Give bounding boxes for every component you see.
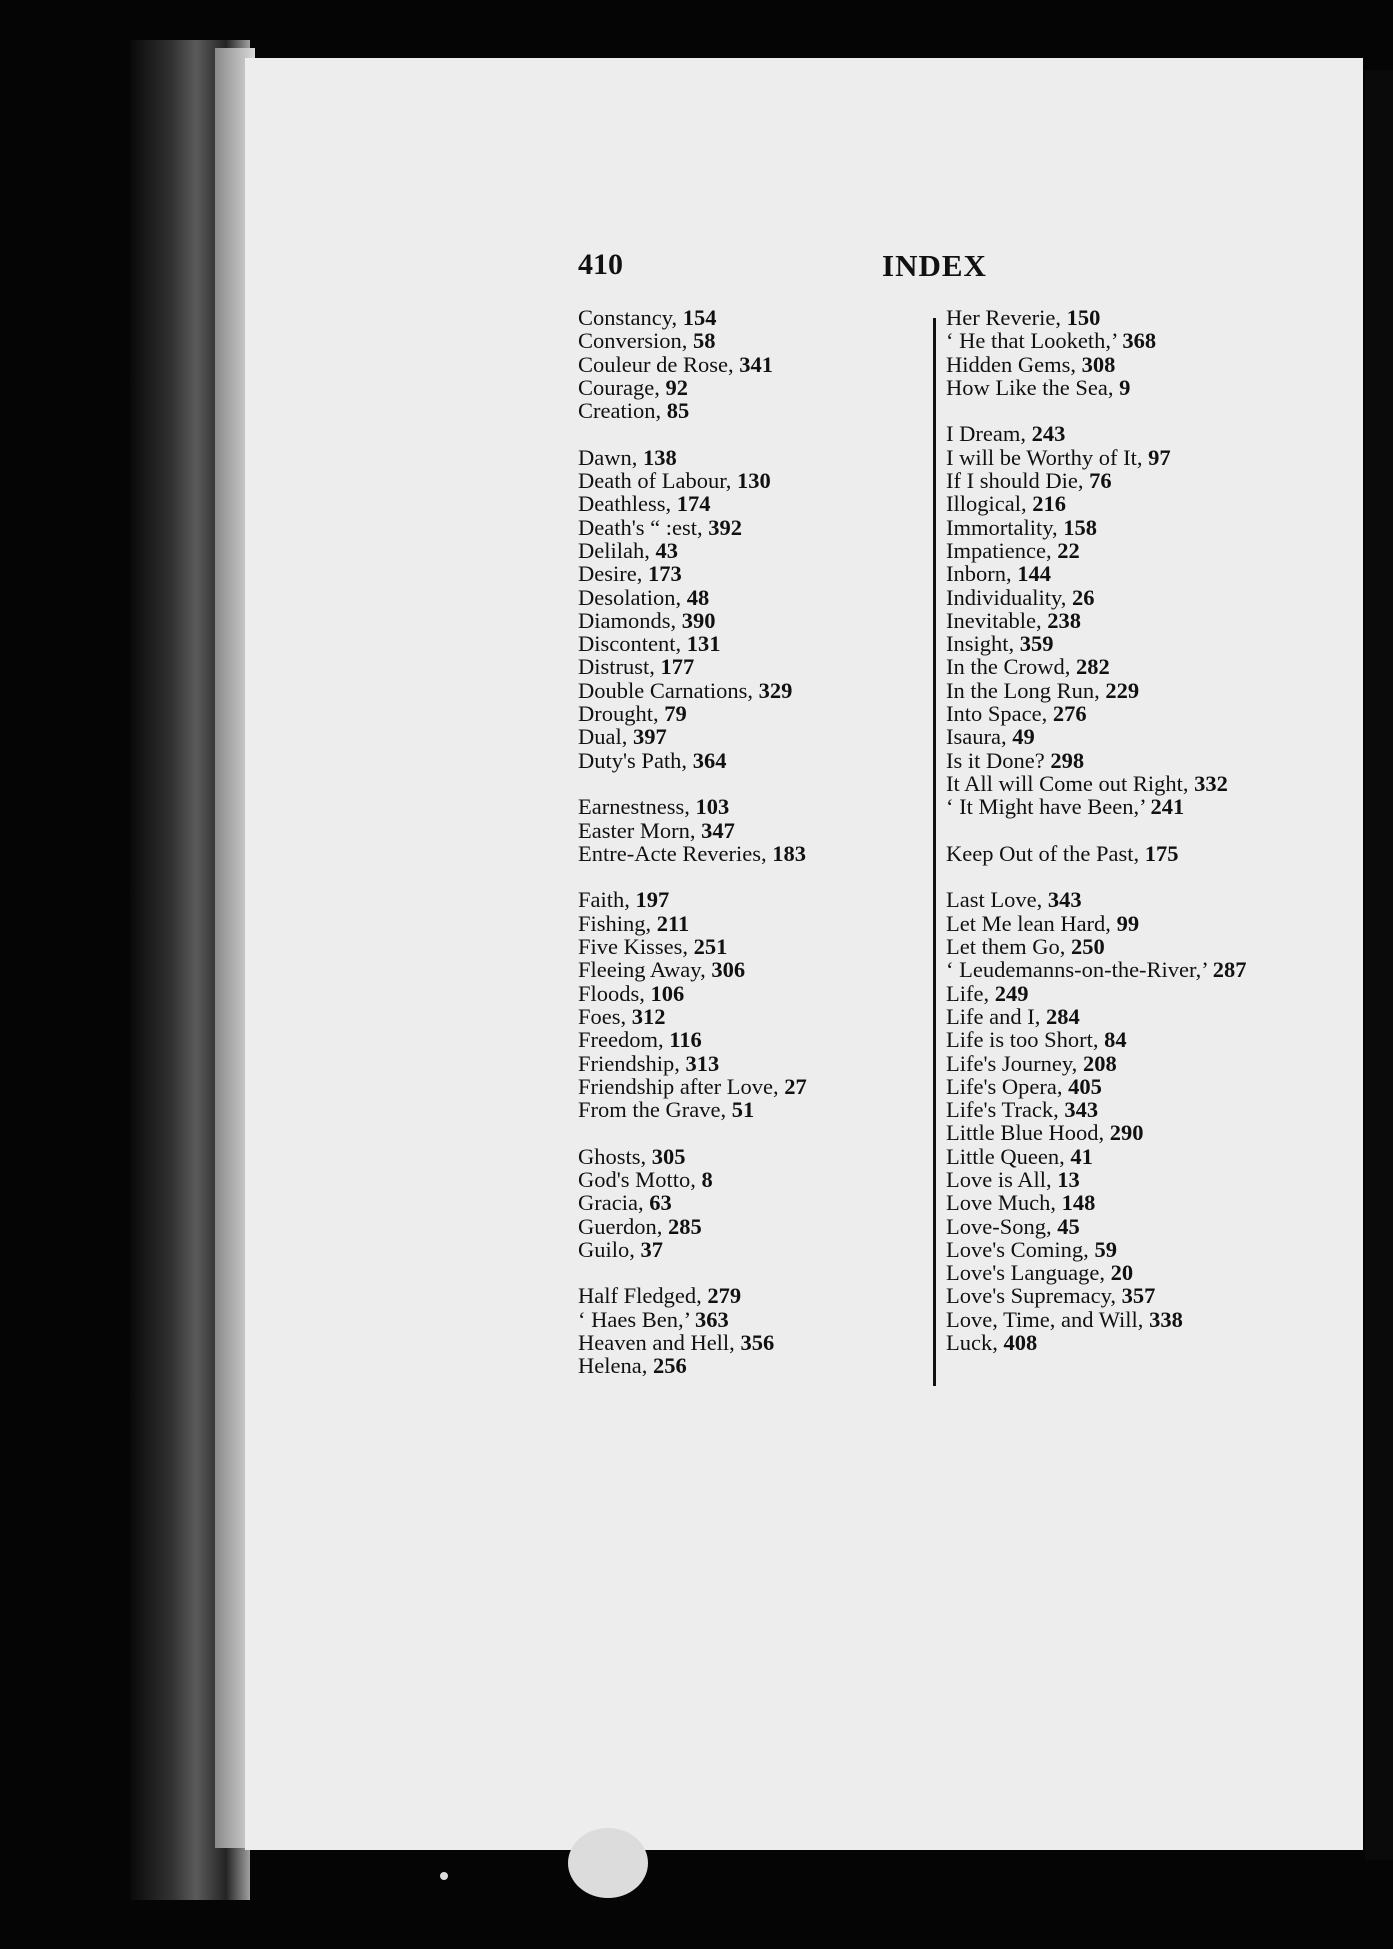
entry-title: Immortality, [946, 514, 1058, 540]
entry-title: Let Me lean Hard, [946, 910, 1111, 936]
index-entry [946, 1145, 1366, 1168]
entry-title: It All will Come out Right, [946, 770, 1189, 796]
index-entry [946, 702, 1366, 725]
facing-page-shadow [1365, 70, 1393, 1860]
entry-title: Guilo, [578, 1236, 635, 1262]
entry-title: Constancy, [578, 305, 678, 330]
index-entry [578, 679, 908, 702]
entry-title: Fleeing Away, [578, 957, 706, 983]
index-entry [946, 376, 1366, 399]
entry-page-number: 306 [711, 957, 746, 983]
entry-title: Keep Out of the Past, [946, 840, 1140, 866]
index-entry [578, 1215, 908, 1238]
index-entry [578, 1075, 908, 1098]
index-entry [946, 1168, 1366, 1191]
index-entry [946, 539, 1366, 562]
entry-title: Inborn, [946, 561, 1012, 587]
entry-title: Earnestness, [578, 794, 690, 820]
entry-title: Delilah, [578, 537, 650, 563]
index-entry [946, 1075, 1366, 1098]
entry-page-number: 312 [631, 1003, 666, 1029]
entry-page-number: 229 [1105, 677, 1140, 703]
entry-title: Life's Opera, [946, 1073, 1063, 1099]
entry-page-number: 154 [682, 305, 717, 330]
index-entry [578, 888, 908, 911]
group-gap [946, 865, 1366, 888]
index-entry [578, 609, 908, 632]
index-entry [578, 1028, 908, 1051]
entry-page-number: 48 [686, 584, 710, 610]
index-column-right [946, 306, 1366, 1354]
index-entry [578, 632, 908, 655]
page-blemish [568, 1828, 648, 1898]
index-entry [946, 1005, 1366, 1028]
index-entry [578, 982, 908, 1005]
page-title: INDEX [882, 248, 987, 283]
entry-page-number: 22 [1057, 537, 1080, 563]
index-entry [946, 632, 1366, 655]
entry-title: Little Blue Hood, [946, 1120, 1105, 1146]
entry-title: Impatience, [946, 537, 1052, 563]
entry-page-number: 329 [758, 677, 793, 703]
index-entry [578, 516, 908, 539]
entry-page-number: 408 [1003, 1330, 1038, 1356]
index-entry [946, 1261, 1366, 1284]
entry-page-number: 138 [642, 444, 677, 470]
entry-title: Death's “ :est, [578, 514, 703, 540]
index-entry [946, 1308, 1366, 1331]
entry-title: ‘ Haes Ben,’ [578, 1306, 690, 1332]
entry-page-number: 347 [701, 817, 735, 843]
entry-title: Friendship after Love, [578, 1073, 779, 1099]
entry-title: In the Long Run, [946, 677, 1100, 703]
entry-page-number: 9 [1119, 374, 1131, 400]
entry-page-number: 41 [1070, 1143, 1093, 1169]
entry-page-number: 59 [1094, 1236, 1117, 1262]
entry-title: ‘ Leudemanns-on-the-River,’ [946, 957, 1208, 983]
index-entry [946, 1284, 1366, 1307]
entry-title: Dual, [578, 724, 628, 750]
index-entry [578, 1284, 908, 1307]
index-entry [578, 1354, 908, 1377]
index-entry [946, 329, 1366, 352]
index-entry [946, 655, 1366, 678]
column-divider [933, 318, 936, 1386]
entry-page-number: 174 [676, 491, 711, 517]
entry-title: Dawn, [578, 444, 638, 470]
entry-title: Floods, [578, 980, 645, 1006]
entry-title: Friendship, [578, 1050, 680, 1076]
entry-page-number: 392 [708, 514, 743, 540]
entry-title: Duty's Path, [578, 747, 688, 773]
entry-page-number: 197 [635, 887, 670, 913]
index-entry [946, 609, 1366, 632]
entry-page-number: 8 [701, 1166, 713, 1192]
entry-title: Love's Supremacy, [946, 1283, 1117, 1309]
entry-title: Life's Journey, [946, 1050, 1078, 1076]
entry-title: Drought, [578, 701, 659, 727]
entry-title: Freedom, [578, 1027, 664, 1053]
entry-page-number: 158 [1063, 514, 1098, 540]
entry-title: Into Space, [946, 701, 1048, 727]
index-entry [578, 912, 908, 935]
entry-title: Five Kisses, [578, 934, 689, 960]
index-entry [946, 679, 1366, 702]
entry-page-number: 305 [651, 1143, 686, 1169]
index-column-left [578, 306, 908, 1378]
index-entry [578, 725, 908, 748]
index-entry [578, 1005, 908, 1028]
index-entry [946, 492, 1366, 515]
entry-page-number: 175 [1144, 840, 1179, 866]
entry-page-number: 251 [693, 934, 728, 960]
index-entry [578, 749, 908, 772]
index-entry [946, 912, 1366, 935]
entry-title: Individuality, [946, 584, 1067, 610]
entry-page-number: 238 [1047, 607, 1081, 633]
entry-title: Insight, [946, 631, 1015, 657]
entry-title: Let them Go, [946, 934, 1066, 960]
index-entry [946, 1028, 1366, 1051]
index-entry [578, 795, 908, 818]
entry-page-number: 256 [652, 1353, 687, 1379]
entry-title: Love Much, [946, 1190, 1056, 1216]
entry-title: Last Love, [946, 887, 1043, 913]
entry-page-number: 92 [665, 374, 688, 400]
index-entry [578, 1052, 908, 1075]
index-entry [578, 329, 908, 352]
entry-title: How Like the Sea, [946, 374, 1114, 400]
entry-title: Courage, [578, 374, 660, 400]
entry-title: Helena, [578, 1353, 648, 1379]
entry-title: Love's Language, [946, 1260, 1105, 1286]
index-entry [578, 446, 908, 469]
index-entry [946, 562, 1366, 585]
index-entry [578, 1331, 908, 1354]
entry-page-number: 357 [1121, 1283, 1156, 1309]
index-entry [946, 1098, 1366, 1121]
index-entry [578, 1145, 908, 1168]
index-entry [946, 1215, 1366, 1238]
entry-page-number: 173 [647, 561, 682, 587]
index-entry [946, 772, 1366, 795]
index-entry [946, 516, 1366, 539]
entry-page-number: 103 [695, 794, 730, 820]
entry-title: Distrust, [578, 654, 655, 680]
entry-page-number: 49 [1012, 724, 1035, 750]
index-entry [946, 469, 1366, 492]
entry-page-number: 183 [772, 840, 807, 866]
entry-title: Little Queen, [946, 1143, 1065, 1169]
index-entry [578, 1191, 908, 1214]
group-gap [578, 772, 908, 795]
index-entry [578, 353, 908, 376]
entry-page-number: 131 [686, 631, 721, 657]
entry-title: Guerdon, [578, 1213, 663, 1239]
entry-page-number: 208 [1082, 1050, 1117, 1076]
entry-title: Desolation, [578, 584, 682, 610]
entry-page-number: 390 [681, 607, 716, 633]
index-entry [578, 492, 908, 515]
entry-page-number: 148 [1061, 1190, 1096, 1216]
index-entry [578, 935, 908, 958]
index-entry [946, 1331, 1366, 1354]
entry-page-number: 356 [740, 1330, 775, 1356]
entry-page-number: 341 [739, 351, 773, 377]
entry-title: Isaura, [946, 724, 1007, 750]
entry-title: Heaven and Hell, [578, 1330, 735, 1356]
entry-page-number: 363 [695, 1306, 729, 1332]
group-gap [578, 1261, 908, 1284]
entry-title: I will be Worthy of It, [946, 444, 1143, 470]
entry-title: Inevitable, [946, 607, 1042, 633]
entry-page-number: 313 [685, 1050, 720, 1076]
index-entry [946, 749, 1366, 772]
entry-title: Creation, [578, 398, 662, 424]
entry-page-number: 27 [784, 1073, 807, 1099]
page-header [0, 248, 1393, 288]
entry-page-number: 51 [731, 1097, 755, 1123]
entry-title: Luck, [946, 1330, 998, 1356]
entry-page-number: 308 [1081, 351, 1116, 377]
entry-page-number: 243 [1031, 421, 1066, 447]
index-entry [578, 306, 908, 329]
index-entry [946, 842, 1366, 865]
entry-page-number: 144 [1017, 561, 1051, 587]
entry-page-number: 279 [707, 1283, 742, 1309]
entry-page-number: 250 [1070, 934, 1105, 960]
entry-page-number: 285 [667, 1213, 702, 1239]
entry-title: Life is too Short, [946, 1027, 1099, 1053]
entry-title: ‘ It Might have Been,’ [946, 794, 1145, 820]
entry-title: Life and I, [946, 1003, 1041, 1029]
index-entry [946, 935, 1366, 958]
entry-page-number: 276 [1052, 701, 1087, 727]
entry-title: Life's Track, [946, 1097, 1059, 1123]
entry-page-number: 76 [1089, 468, 1112, 494]
entry-title: If I should Die, [946, 468, 1084, 494]
index-entry [578, 1238, 908, 1261]
entry-page-number: 249 [994, 980, 1029, 1006]
entry-title: Her Reverie, [946, 305, 1061, 330]
entry-title: Foes, [578, 1003, 627, 1029]
entry-page-number: 241 [1150, 794, 1185, 820]
entry-page-number: 43 [655, 537, 678, 563]
entry-page-number: 397 [633, 724, 667, 750]
entry-title: ‘ He that Looketh,’ [946, 328, 1117, 354]
index-entry [946, 446, 1366, 469]
index-entry [946, 725, 1366, 748]
entry-title: Hidden Gems, [946, 351, 1076, 377]
entry-title: Conversion, [578, 328, 688, 354]
index-entry [946, 586, 1366, 609]
page-blemish [440, 1872, 448, 1880]
index-entry [578, 1168, 908, 1191]
entry-page-number: 63 [649, 1190, 672, 1216]
entry-page-number: 287 [1212, 957, 1247, 983]
index-entry [946, 1121, 1366, 1144]
index-entry [578, 539, 908, 562]
entry-page-number: 343 [1047, 887, 1082, 913]
entry-page-number: 177 [660, 654, 695, 680]
entry-page-number: 13 [1057, 1166, 1080, 1192]
entry-page-number: 99 [1116, 910, 1140, 936]
entry-title: Illogical, [946, 491, 1027, 517]
group-gap [946, 399, 1366, 422]
entry-title: Double Carnations, [578, 677, 753, 703]
entry-page-number: 343 [1064, 1097, 1099, 1123]
index-entry [946, 1238, 1366, 1261]
entry-page-number: 26 [1072, 584, 1095, 610]
entry-title: Is it Done? [946, 747, 1045, 773]
entry-title: Love-Song, [946, 1213, 1052, 1239]
entry-page-number: 405 [1068, 1073, 1102, 1099]
index-entry [946, 958, 1366, 981]
index-entry [578, 586, 908, 609]
index-entry [578, 1098, 908, 1121]
entry-title: Diamonds, [578, 607, 677, 633]
entry-title: Discontent, [578, 631, 682, 657]
group-gap [578, 865, 908, 888]
index-entry [578, 562, 908, 585]
entry-page-number: 45 [1057, 1213, 1080, 1239]
entry-title: Couleur de Rose, [578, 351, 734, 377]
index-entry [946, 422, 1366, 445]
index-entry [946, 306, 1366, 329]
group-gap [946, 819, 1366, 842]
entry-page-number: 359 [1019, 631, 1054, 657]
entry-title: Entre-Acte Reveries, [578, 840, 767, 866]
index-entry [578, 1308, 908, 1331]
entry-page-number: 130 [737, 468, 771, 494]
entry-title: God's Motto, [578, 1166, 696, 1192]
entry-page-number: 211 [656, 910, 690, 936]
entry-title: Love, Time, and Will, [946, 1306, 1144, 1332]
index-entry [578, 958, 908, 981]
entry-title: Half Fledged, [578, 1283, 702, 1309]
entry-page-number: 368 [1122, 328, 1157, 354]
entry-title: Gracia, [578, 1190, 644, 1216]
index-entry [946, 982, 1366, 1005]
entry-page-number: 20 [1110, 1260, 1134, 1286]
entry-page-number: 106 [650, 980, 685, 1006]
entry-title: I Dream, [946, 421, 1026, 447]
entry-page-number: 84 [1104, 1027, 1127, 1053]
entry-page-number: 216 [1032, 491, 1066, 517]
entry-page-number: 332 [1194, 770, 1228, 796]
entry-page-number: 85 [666, 398, 690, 424]
group-gap [578, 1121, 908, 1144]
entry-page-number: 97 [1148, 444, 1171, 470]
entry-page-number: 37 [640, 1236, 664, 1262]
group-gap [578, 422, 908, 445]
page-number: 410 [578, 248, 623, 281]
entry-page-number: 58 [693, 328, 716, 354]
entry-title: Easter Morn, [578, 817, 696, 843]
index-entry [946, 1052, 1366, 1075]
entry-title: In the Crowd, [946, 654, 1071, 680]
index-entry [578, 655, 908, 678]
entry-title: Faith, [578, 887, 630, 913]
entry-title: From the Grave, [578, 1097, 727, 1123]
entry-page-number: 284 [1045, 1003, 1080, 1029]
index-entry [578, 399, 908, 422]
entry-page-number: 338 [1149, 1306, 1183, 1332]
entry-page-number: 298 [1050, 747, 1085, 773]
index-entry [578, 469, 908, 492]
entry-title: Deathless, [578, 491, 672, 517]
entry-title: Life, [946, 980, 990, 1006]
index-entry [578, 819, 908, 842]
entry-title: Love is All, [946, 1166, 1052, 1192]
index-entry [946, 795, 1366, 818]
index-entry [946, 1191, 1366, 1214]
entry-page-number: 116 [669, 1027, 702, 1053]
entry-page-number: 364 [692, 747, 727, 773]
entry-page-number: 282 [1075, 654, 1110, 680]
entry-title: Death of Labour, [578, 468, 732, 494]
entry-title: Love's Coming, [946, 1236, 1089, 1262]
index-entry [946, 353, 1366, 376]
entry-title: Ghosts, [578, 1143, 647, 1169]
entry-title: Fishing, [578, 910, 652, 936]
entry-title: Desire, [578, 561, 643, 587]
entry-page-number: 290 [1109, 1120, 1144, 1146]
index-entry [578, 376, 908, 399]
entry-page-number: 150 [1066, 305, 1101, 330]
entry-page-number: 79 [664, 701, 687, 727]
index-entry [578, 702, 908, 725]
index-entry [946, 888, 1366, 911]
index-entry [578, 842, 908, 865]
